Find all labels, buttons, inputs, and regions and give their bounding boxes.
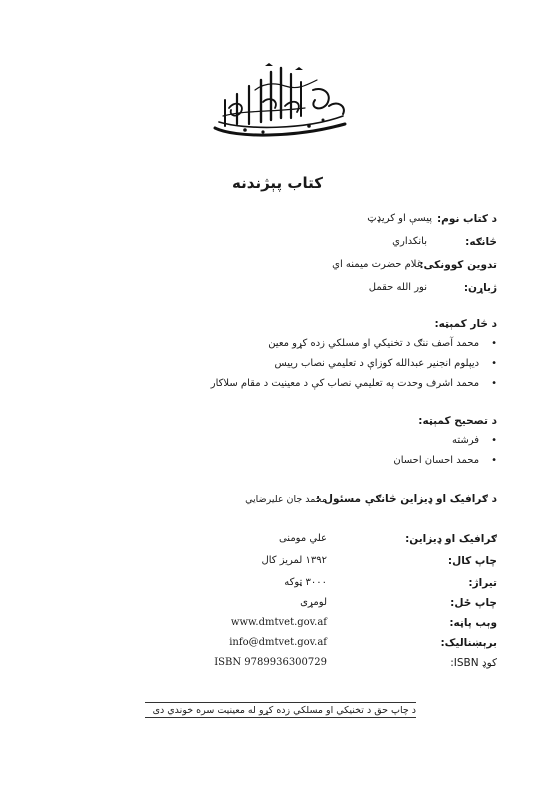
print-year-value: ۱۳۹۲ لمریز کال xyxy=(261,555,327,566)
correction-item: • فرشته xyxy=(452,435,497,446)
website-link[interactable]: www.dmtvet.gov.af xyxy=(230,617,327,628)
department-label: څانګه: xyxy=(465,236,497,248)
translator-label: ژباړن: xyxy=(463,282,497,294)
compiler-label: تدوین کوونکی: xyxy=(419,259,497,271)
print-run-value: ۳۰۰۰ ټوکه xyxy=(284,577,327,588)
supervision-heading: د څار کمېټه: xyxy=(434,318,497,330)
designer-label: ګرافیک او ډیزاین: xyxy=(405,533,497,545)
isbn-label: کوډ ISBN: xyxy=(450,657,497,669)
page-title: کتاب پېژندنه xyxy=(232,174,323,192)
edition-value: لومړی xyxy=(300,597,327,608)
print-run-label: تیراژ: xyxy=(468,577,497,589)
correction-item: • محمد احسان احسان xyxy=(393,455,497,466)
translator-value: نور الله حقمل xyxy=(368,282,427,293)
designer-value: علي مومنی xyxy=(278,533,327,544)
email-link[interactable]: info@dmtvet.gov.af xyxy=(229,637,327,648)
supervision-item: • محمد آصف ننګ د تخنیکي او مسلکي زده کړو معین xyxy=(268,338,497,349)
isbn-value: ISBN 9789936300729 xyxy=(214,657,327,668)
book-name-label: د کتاب نوم: xyxy=(436,213,497,225)
copyright-notice: د چاپ حق د تخنیکي او مسلکي زده کړو له معینیت سره خوندي دی xyxy=(152,705,416,716)
print-year-label: چاپ کال: xyxy=(447,555,497,567)
book-name-value: پیسې او کریډټ xyxy=(367,213,432,224)
graphics-officer-value: محمد جان علیرضایي xyxy=(245,494,327,505)
basmala-calligraphy xyxy=(205,60,355,140)
email-label: برېښنالیک: xyxy=(440,637,497,649)
supervision-item: • محمد اشرف وحدت په تعلیمي نصاب کې د معینیت د مقام سلاکار xyxy=(211,378,497,389)
department-value: بانکداري xyxy=(392,236,427,247)
correction-heading: د تصحیح کمېټه: xyxy=(418,415,497,427)
supervision-item: • دیپلوم انجنیر عبدالله کوزاې د تعلیمي نصاب رییس xyxy=(274,358,497,369)
website-label: وېب پاڼه: xyxy=(449,617,497,629)
graphics-officer-label: د ګرافیک او ډیزاین څانګې مسئول : xyxy=(316,493,497,505)
compiler-value: غلام حضرت میمنه اي xyxy=(332,259,422,270)
edition-label: چاپ ځل: xyxy=(450,597,497,609)
